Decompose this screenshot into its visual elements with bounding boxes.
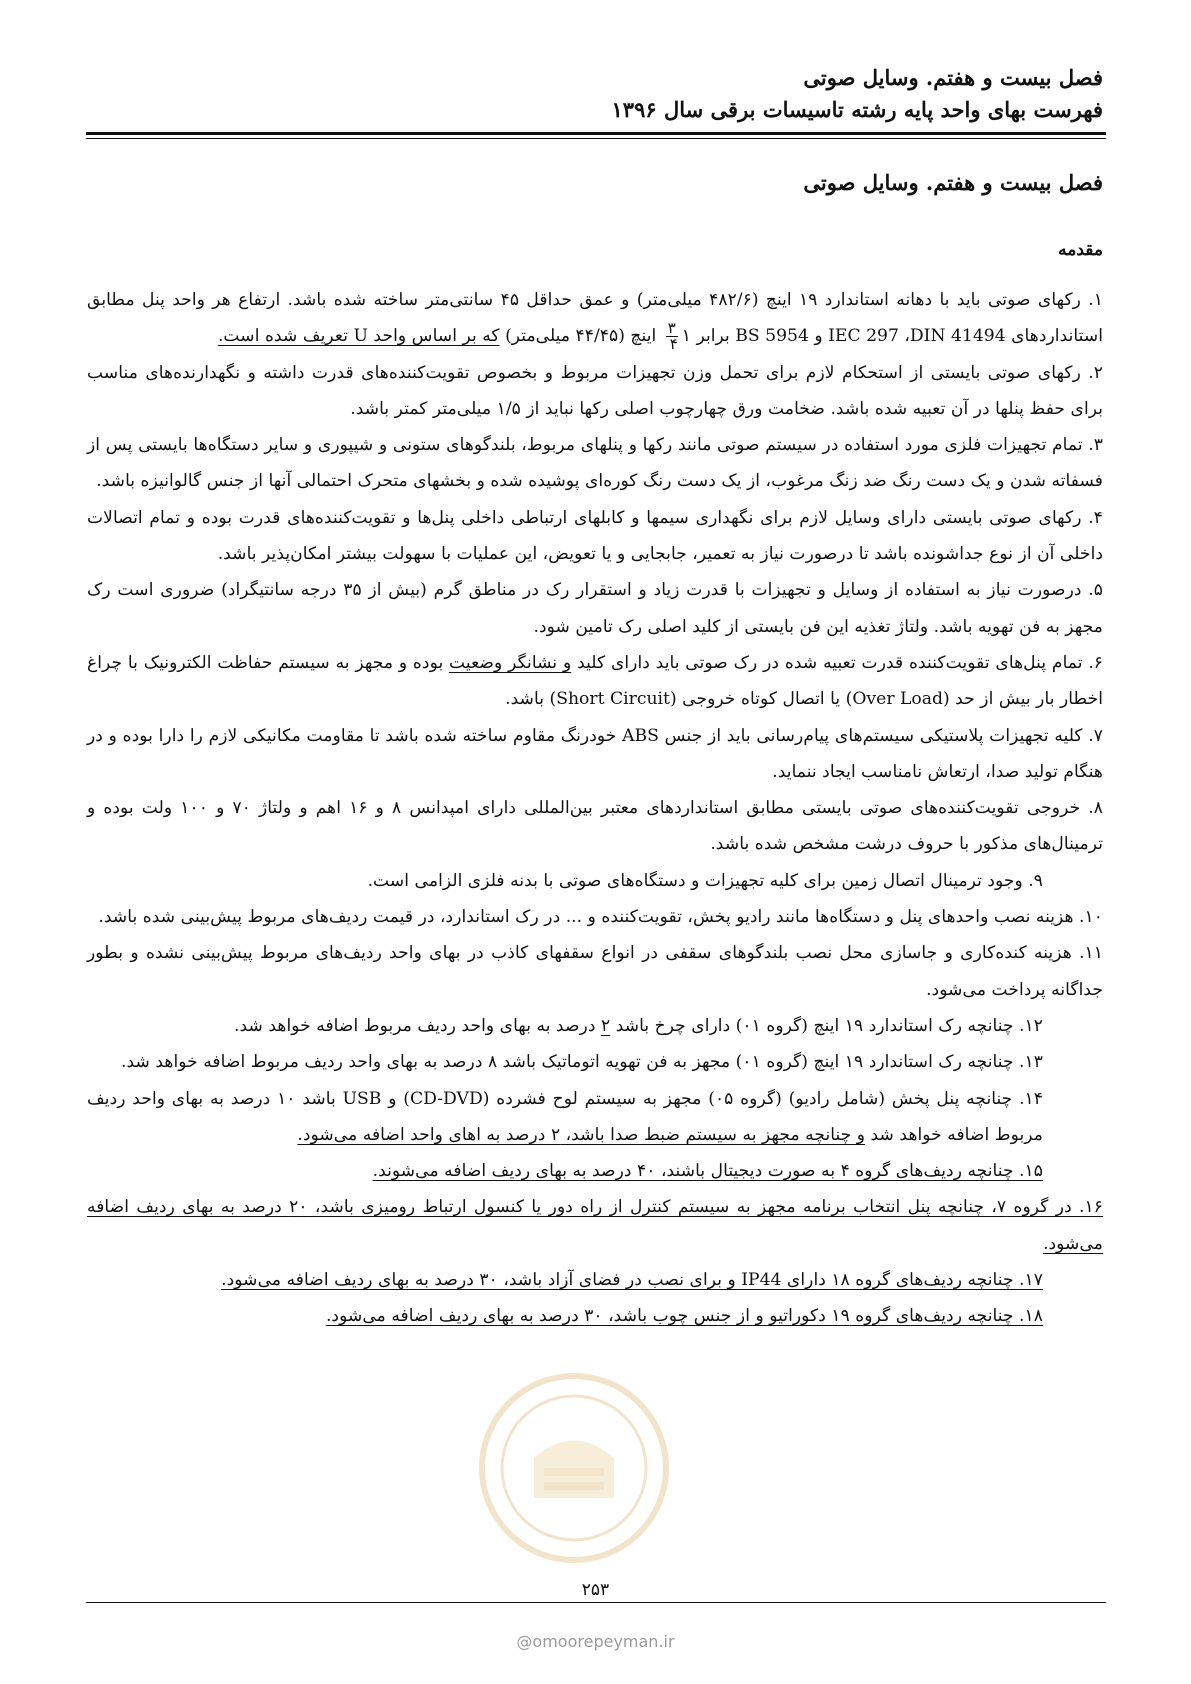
paragraph-14-underlined: و چنانچه مجهز به سیستم ضبط صدا باشد، ۲ درصد به اهای واحد اضافه می‌شود. <box>297 1124 866 1145</box>
paragraph-12-underlined: ۲ <box>600 1015 611 1036</box>
paragraph-8: ۸. خروجی تقویت‌کننده‌های صوتی بایستی مطابق استانداردهای معتبر بین‌المللی دارای امپدانس ۸ و ۱۶ اهم و ولتاژ ۷۰ و ۱۰۰ ولت بوده و ترمینال‌های مذکور با حروف درشت مشخص شده باشد. <box>87 798 1103 855</box>
paragraph-6-rest: بوده و مجهز به سیستم حفاظت الکترونیک با چراغ اخطار بار بیش از حد (Over Load) یا اتصال کوتاه خروجی (Short Circuit) باشد. <box>87 652 1103 710</box>
paragraph-6 <box>87 645 1103 718</box>
section-title: فصل بیست و هفتم. وسایل صوتی <box>803 170 1103 195</box>
paragraph-3: ۳. تمام تجهیزات فلزی مورد استفاده در سیستم صوتی مانند رکها و پنلهای مربوط، بلندگوهای ستونی و شیپوری و سایر دستگاه‌ها بایستی پس از فسفاته شدن و یک دست رنگ ضد زنگ مرغوب، از یک دست رنگ کوره‌ای پوشیده شده و بخشهای متحرک احتمالی آنها از جنس گالوانیزه باشد. <box>87 435 1104 492</box>
paragraph-1 <box>87 282 1103 355</box>
paragraph-17-text: ۱۷. چنانچه ردیف‌های گروه ۱۸ دارای IP44 و برای نصب در فضای آزاد باشد، ۳۰ درصد به بهای ردیف اضافه می‌شود. <box>221 1270 1043 1291</box>
fraction-whole: ۱ <box>681 326 692 347</box>
watermark-seal-icon <box>474 1368 674 1568</box>
page-number: ۲۵۳ <box>581 1580 610 1600</box>
paragraph-1-unit: اینچ (۴۴/۴۵ میلی‌متر) <box>505 326 657 347</box>
content-body <box>87 282 1103 1335</box>
chapter-header: فصل بیست و هفتم. وسایل صوتی <box>803 65 1103 90</box>
paragraph-17 <box>87 1262 1103 1298</box>
header-rule-thick <box>86 132 1106 135</box>
paragraph-7: ۷. کلیه تجهیزات پلاستیکی سیستم‌های پیام‌رسانی باید از جنس ABS خودرنگ مقاوم ساخته شده باشد تا مقاومت مکانیکی لازم را دارا بوده و در هنگام تولید صدا، ارتعاش نامناسب ایجاد ننماید. <box>87 725 1103 782</box>
paragraph-13: ۱۳. چنانچه رک استاندارد ۱۹ اینچ (گروه ۰۱) مجهز به فن تهویه اتوماتیک باشد ۸ درصد به بهای واحد ردیف مربوط اضافه خواهد شد. <box>121 1052 1043 1073</box>
page-header <box>87 62 1103 126</box>
paragraph-6-underlined: و نشانگر وضعیت <box>449 652 572 673</box>
document-title: فهرست بهای واحد پایه رشته تاسیسات برقی سال ۱۳۹۶ <box>611 97 1103 122</box>
paragraph-12-rest: درصد به بهای واحد ردیف مربوط اضافه خواهد شد. <box>234 1015 596 1036</box>
paragraph-5: ۵. درصورت نیاز به استفاده از وسایل و تجهیزات با قدرت زیاد و استقرار رک در مناطق گرم (بیش از ۳۵ درجه سانتیگراد) ضروری است رک مجهز به فن تهویه باشد. ولتاژ تغذیه این فن بایستی از کلید اصلی رک تامین شود. <box>87 580 1103 637</box>
header-rule-thin <box>86 138 1106 139</box>
paragraph-14-text: ۱۴. چنانچه پنل پخش (شامل رادیو) (گروه ۰۵) مجهز به سیستم لوح فشرده (CD-DVD) و USB باشد ۱۰ درصد به بهای واحد ردیف مربوط اضافه خواهد شد <box>87 1088 1043 1145</box>
paragraph-16 <box>87 1189 1103 1262</box>
paragraph-12-text: ۱۲. چنانچه رک استاندارد ۱۹ اینچ (گروه ۰۱) دارای چرخ باشد <box>615 1015 1043 1036</box>
paragraph-1-underlined: که بر اساس واحد U تعریف شده است. <box>217 326 500 347</box>
paragraph-6-text: ۶. تمام پنل‌های تقویت‌کننده قدرت تعبیه شده در رک صوتی باید دارای کلید <box>577 652 1104 673</box>
paragraph-4: ۴. رکهای صوتی بایستی دارای وسایل لازم برای نگهداری سیمها و کابلهای ارتباطی داخلی پنل‌ها و تقویت‌کننده‌های قدرت بوده و تمام اتصالات داخلی آن از نوع جداشونده باشد تا درصورت نیاز به تعمیر، جابجایی و یا تعویض، این عملیات با سهولت بیشتر امکان‌پذیر باشد. <box>87 507 1103 565</box>
mixed-fraction <box>662 319 692 354</box>
paragraph-15 <box>87 1153 1103 1189</box>
paragraph-18 <box>87 1298 1103 1334</box>
paragraph-1-text: ۱. رکهای صوتی باید با دهانه استاندارد ۱۹ اینچ (۴۸۲/۶ میلی‌متر) و عمق حداقل ۴۵ سانتی‌متر ساخته شده باشد. ارتفاع هر واحد پنل مطابق استانداردهای IEC 297 ،DIN 41494 و BS 5954 برابر <box>87 290 1103 347</box>
paragraph-15-text: ۱۵. چنانچه ردیف‌های گروه ۴ به صورت دیجیتال باشند، ۴۰ درصد به بهای ردیف اضافه می‌شوند. <box>372 1161 1043 1182</box>
fraction <box>666 321 678 352</box>
paragraph-10: ۱۰. هزینه نصب واحدهای پنل و دستگاه‌ها مانند رادیو پخش، تقویت‌کننده و ... در رک استاندارد، در قیمت ردیف‌های مربوط پیش‌بینی شده باشد. <box>98 907 1103 928</box>
fraction-numerator: ۳ <box>667 319 676 338</box>
paragraph-2: ۲. رکهای صوتی بایستی از استحکام لازم برای تحمل وزن تجهیزات مربوط و بخصوص تقویت‌کننده‌های قدرت داشته و نگهدارنده‌های مناسب برای حفظ پنلها در آن تعبیه شده باشد. ضخامت ورق چهارچوب اصلی رکها نباید از ۱/۵ میلی‌متر کمتر باشد. <box>87 362 1103 419</box>
paragraph-9: ۹. وجود ترمینال اتصال زمین برای کلیه تجهیزات و دستگاه‌های صوتی با بدنه فلزی الزامی است. <box>367 870 1043 891</box>
site-watermark: @omoorepeyman.ir <box>516 1632 675 1651</box>
fraction-denominator: ۴ <box>669 335 678 354</box>
paragraph-18-text: ۱۸. چنانچه ردیف‌های گروه ۱۹ دکوراتیو و از جنس چوب باشد، ۳۰ درصد به بهای ردیف اضافه می‌شود. <box>325 1306 1043 1327</box>
paragraph-16-text: ۱۶. در گروه ۷، چنانچه پنل انتخاب برنامه مجهز به سیستم کنترل از راه دور یا کنسول ارتباط رومیزی باشد، ۲۰ درصد به بهای ردیف اضافه می‌شود. <box>87 1197 1103 1254</box>
footer-rule <box>86 1602 1106 1603</box>
paragraph-11: ۱۱. هزینه کنده‌کاری و جاسازی محل نصب بلندگوهای سقفی در انواع سقفهای کاذب در بهای واحد ردیف‌های مربوط پیش‌بینی نشده و بطور جداگانه پرداخت می‌شود. <box>87 943 1103 1000</box>
paragraph-12 <box>87 1008 1103 1044</box>
paragraph-14 <box>87 1081 1103 1154</box>
intro-heading: مقدمه <box>1058 240 1103 260</box>
